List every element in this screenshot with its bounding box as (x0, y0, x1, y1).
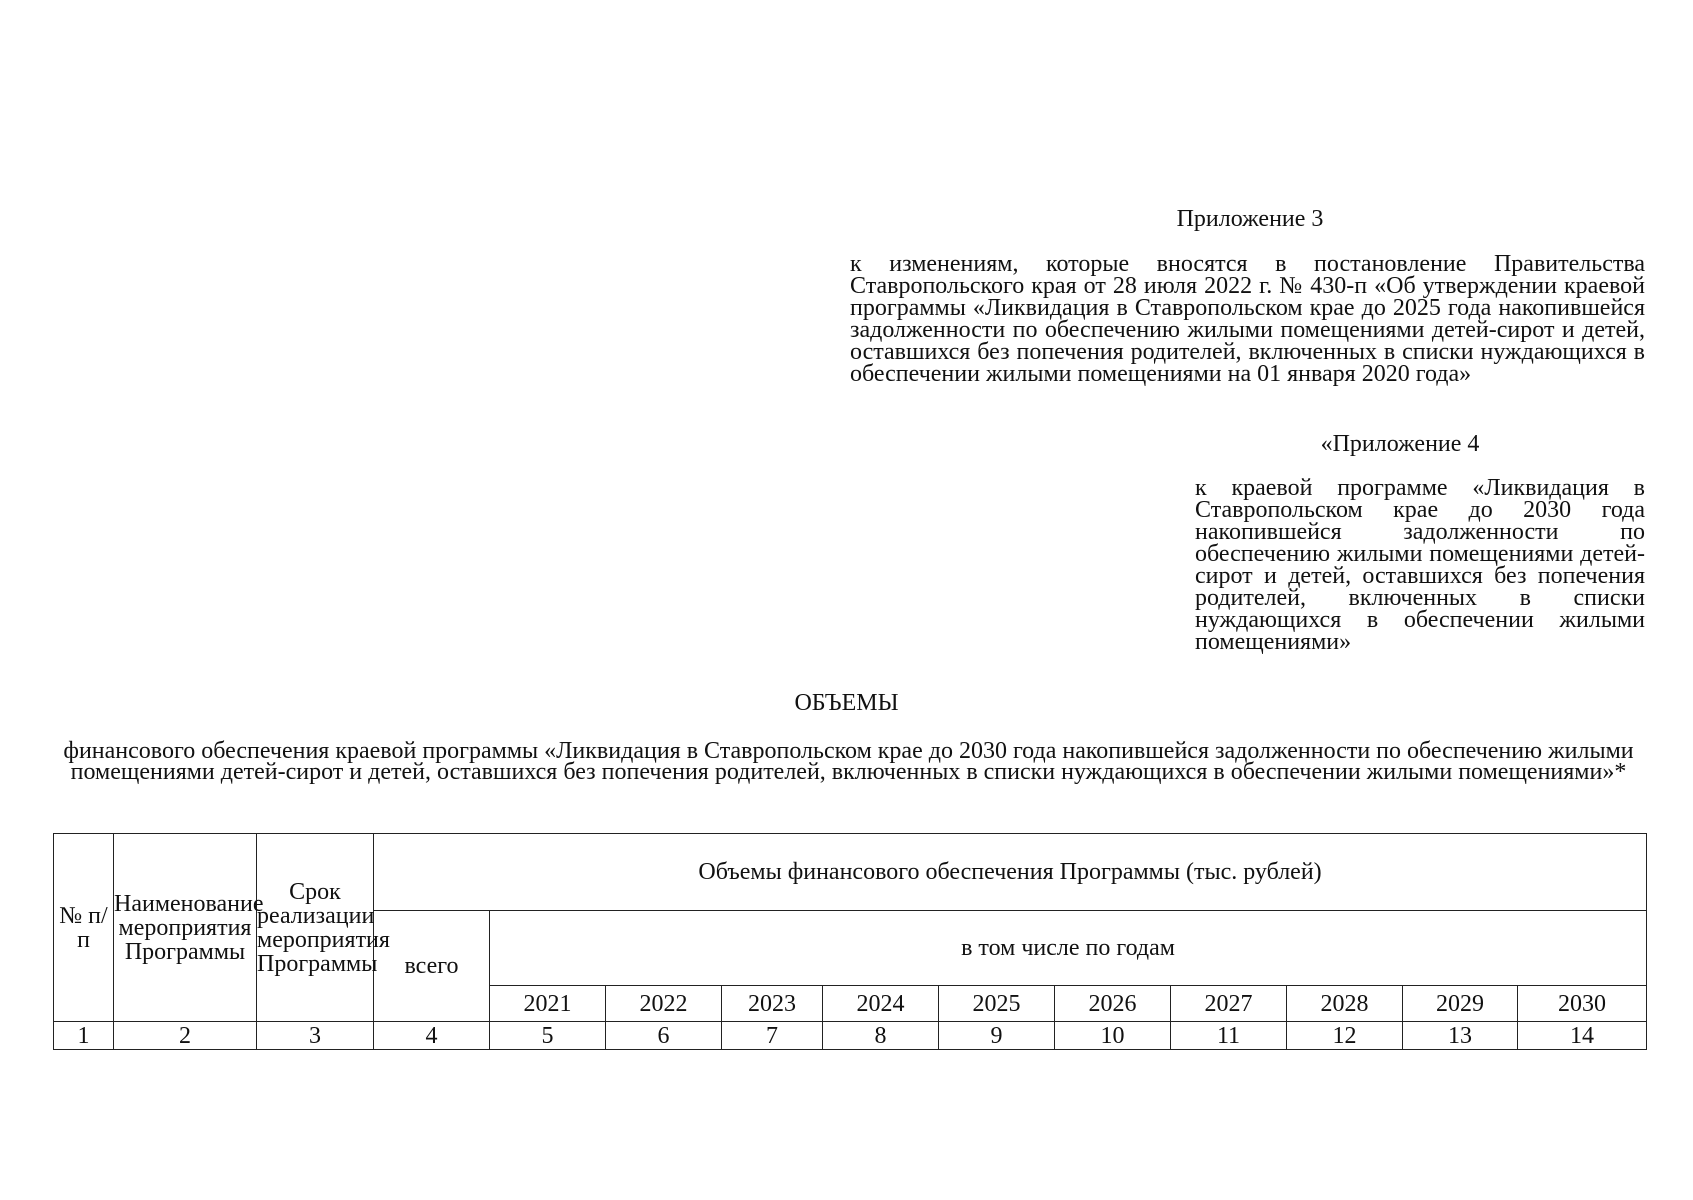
header-cell-name: Наименование мероприятия Программы (114, 834, 257, 1022)
header-cell-total: всего (374, 911, 490, 1022)
header-cell-number: № п/п (54, 834, 114, 1022)
financing-table (53, 833, 1647, 1050)
year-cell: 2021 (490, 986, 606, 1022)
header-cell-financing-volumes: Объемы финансового обеспечения Программы (тыс. рублей) (374, 834, 1647, 911)
year-cell: 2028 (1287, 986, 1403, 1022)
appendix4-title: «Приложение 4 (1320, 431, 1480, 457)
header-cell-by-years: в том числе по годам (490, 911, 1647, 986)
year-cell: 2026 (1055, 986, 1171, 1022)
year-cell: 2027 (1171, 986, 1287, 1022)
column-number-cell: 3 (257, 1022, 374, 1050)
column-number-cell: 8 (823, 1022, 939, 1050)
column-number-cell: 10 (1055, 1022, 1171, 1050)
column-number-cell: 14 (1518, 1022, 1647, 1050)
table-numbering-row (54, 1022, 1647, 1050)
year-cell: 2023 (722, 986, 823, 1022)
document-subheading: финансового обеспечения краевой программы «Ликвидация в Ставропольском крае до 2030 года накопившейся задолженности по обеспечению жилыми помещениями детей-сирот и детей, оставшихся без попечения родителей, включенных в списки нуждающихся в обеспечении жилыми помещениями»* (63, 738, 1634, 785)
column-number-cell: 7 (722, 1022, 823, 1050)
appendix3-title: Приложение 3 (1176, 206, 1324, 232)
year-cell: 2024 (823, 986, 939, 1022)
column-number-cell: 13 (1403, 1022, 1518, 1050)
appendix4-text: к краевой программе «Ликвидация в Ставропольском крае до 2030 года накопившейся задолженности по обеспечению жилыми помещениями детей-сирот и детей, оставшихся без попечения родителей, включенных в списки нуждающихся в обеспечении жилыми помещениями» (1195, 475, 1645, 655)
column-number-cell: 12 (1287, 1022, 1403, 1050)
document-heading: ОБЪЕМЫ (794, 690, 899, 716)
year-cell: 2029 (1403, 986, 1518, 1022)
year-cell: 2025 (939, 986, 1055, 1022)
column-number-cell: 11 (1171, 1022, 1287, 1050)
table-header-row (54, 834, 1647, 911)
column-number-cell: 6 (606, 1022, 722, 1050)
column-number-cell: 4 (374, 1022, 490, 1050)
appendix3-text: к изменениям, которые вносятся в постановление Правительства Ставропольского края от 28 июля 2022 г. № 430-п «Об утверждении краевой программы «Ликвидация в Ставропольском крае до 2025 года накопившейся задолженности по обеспечению жилыми помещениями детей-сирот и детей, оставшихся без попечения родителей, включенных в списки нуждающихся в обеспечении жилыми помещениями на 01 января 2020 года» (850, 251, 1645, 387)
year-cell: 2030 (1518, 986, 1647, 1022)
column-number-cell: 5 (490, 1022, 606, 1050)
column-number-cell: 2 (114, 1022, 257, 1050)
header-cell-term: Срок реализации мероприятия Программы (257, 834, 374, 1022)
year-cell: 2022 (606, 986, 722, 1022)
column-number-cell: 1 (54, 1022, 114, 1050)
column-number-cell: 9 (939, 1022, 1055, 1050)
